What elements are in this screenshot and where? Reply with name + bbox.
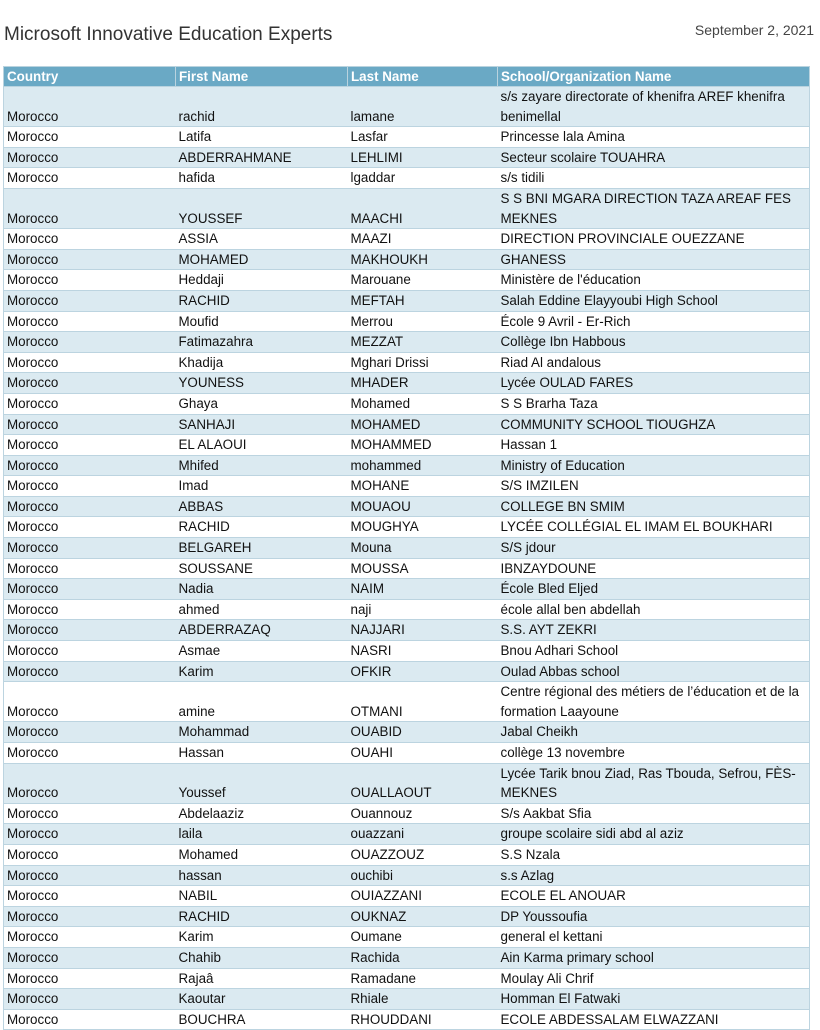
cell-country: Morocco [4, 229, 176, 250]
table-row [4, 579, 810, 600]
table-row [4, 620, 810, 641]
cell-school: Hassan 1 [498, 435, 810, 456]
cell-first-name: amine [176, 682, 348, 722]
table-row [4, 599, 810, 620]
cell-country: Morocco [4, 373, 176, 394]
table-row [4, 661, 810, 682]
cell-last-name: Mouna [348, 538, 498, 559]
cell-country: Morocco [4, 538, 176, 559]
cell-school: S.S. AYT ZEKRI [498, 620, 810, 641]
cell-last-name: NAIM [348, 579, 498, 600]
cell-country: Morocco [4, 249, 176, 270]
cell-country: Morocco [4, 865, 176, 886]
cell-last-name: MOHAMMED [348, 435, 498, 456]
cell-first-name: Karim [176, 927, 348, 948]
cell-first-name: Fatimazahra [176, 332, 348, 353]
cell-country: Morocco [4, 393, 176, 414]
cell-country: Morocco [4, 496, 176, 517]
cell-school: ECOLE EL ANOUAR [498, 886, 810, 907]
cell-school: COLLEGE BN SMIM [498, 496, 810, 517]
column-header-school: School/Organization Name [498, 67, 810, 87]
cell-school: general el kettani [498, 927, 810, 948]
cell-school: DIRECTION PROVINCIALE OUEZZANE [498, 229, 810, 250]
cell-last-name: MEZZAT [348, 332, 498, 353]
table-row [4, 127, 810, 148]
cell-school: s.s Azlag [498, 865, 810, 886]
cell-country: Morocco [4, 927, 176, 948]
cell-school: École Bled Eljed [498, 579, 810, 600]
column-header-last-name: Last Name [348, 67, 498, 87]
cell-last-name: MAAZI [348, 229, 498, 250]
cell-last-name: OUAHI [348, 743, 498, 764]
cell-last-name: OUKNAZ [348, 906, 498, 927]
cell-school: Collège Ibn Habbous [498, 332, 810, 353]
cell-last-name: OUIAZZANI [348, 886, 498, 907]
cell-first-name: NABIL [176, 886, 348, 907]
cell-first-name: Kaoutar [176, 989, 348, 1010]
table-row [4, 927, 810, 948]
cell-country: Morocco [4, 270, 176, 291]
cell-first-name: Mohamed [176, 844, 348, 865]
cell-first-name: Abdelaaziz [176, 803, 348, 824]
table-row [4, 168, 810, 189]
cell-first-name: Moufid [176, 311, 348, 332]
cell-country: Morocco [4, 947, 176, 968]
cell-first-name: Karim [176, 661, 348, 682]
cell-first-name: laila [176, 824, 348, 845]
cell-school: Ministry of Education [498, 455, 810, 476]
column-header-first-name: First Name [176, 67, 348, 87]
cell-last-name: MOHAMED [348, 414, 498, 435]
cell-last-name: MOUAOU [348, 496, 498, 517]
cell-last-name: OUABID [348, 722, 498, 743]
table-row [4, 270, 810, 291]
cell-country: Morocco [4, 661, 176, 682]
cell-first-name: BELGAREH [176, 538, 348, 559]
cell-first-name: Rajaâ [176, 968, 348, 989]
cell-school: DP Youssoufia [498, 906, 810, 927]
cell-first-name: ABDERRAHMANE [176, 147, 348, 168]
cell-first-name: Imad [176, 476, 348, 497]
cell-first-name: Chahib [176, 947, 348, 968]
cell-country: Morocco [4, 168, 176, 189]
table-row [4, 496, 810, 517]
cell-school: groupe scolaire sidi abd al aziz [498, 824, 810, 845]
table-row [4, 743, 810, 764]
table-row [4, 414, 810, 435]
cell-country: Morocco [4, 188, 176, 228]
table-row [4, 538, 810, 559]
table-row [4, 393, 810, 414]
cell-school: École 9 Avril - Er-Rich [498, 311, 810, 332]
cell-last-name: ouazzani [348, 824, 498, 845]
cell-last-name: ouchibi [348, 865, 498, 886]
cell-country: Morocco [4, 435, 176, 456]
cell-school: Princesse lala Amina [498, 127, 810, 148]
table-row [4, 455, 810, 476]
cell-school: Lycée OULAD FARES [498, 373, 810, 394]
cell-country: Morocco [4, 127, 176, 148]
cell-country: Morocco [4, 517, 176, 538]
cell-country: Morocco [4, 968, 176, 989]
cell-first-name: Mohammad [176, 722, 348, 743]
cell-first-name: EL ALAOUI [176, 435, 348, 456]
cell-school: COMMUNITY SCHOOL TIOUGHZA [498, 414, 810, 435]
cell-first-name: Ghaya [176, 393, 348, 414]
table-row [4, 886, 810, 907]
cell-school: ECOLE ABDESSALAM ELWAZZANI [498, 1009, 810, 1030]
table-row [4, 803, 810, 824]
table-row [4, 352, 810, 373]
table-row [4, 373, 810, 394]
table-row [4, 865, 810, 886]
cell-country: Morocco [4, 455, 176, 476]
table-row [4, 87, 810, 127]
cell-first-name: Khadija [176, 352, 348, 373]
table-row [4, 641, 810, 662]
cell-last-name: Merrou [348, 311, 498, 332]
cell-last-name: naji [348, 599, 498, 620]
cell-last-name: NASRI [348, 641, 498, 662]
cell-school: Ministère de l'éducation [498, 270, 810, 291]
cell-first-name: RACHID [176, 906, 348, 927]
cell-first-name: RACHID [176, 290, 348, 311]
cell-last-name: RHOUDDANI [348, 1009, 498, 1030]
cell-country: Morocco [4, 1009, 176, 1030]
cell-school: S/S jdour [498, 538, 810, 559]
cell-school: Jabal Cheikh [498, 722, 810, 743]
cell-first-name: Youssef [176, 763, 348, 803]
table-row [4, 249, 810, 270]
cell-country: Morocco [4, 989, 176, 1010]
cell-school: IBNZAYDOUNE [498, 558, 810, 579]
cell-last-name: MOUSSA [348, 558, 498, 579]
cell-first-name: ahmed [176, 599, 348, 620]
table-row [4, 763, 810, 803]
cell-last-name: MAKHOUKH [348, 249, 498, 270]
table-row [4, 147, 810, 168]
cell-school: S S BNI MGARA DIRECTION TAZA AREAF FES MEKNES [498, 188, 810, 228]
cell-school: Moulay Ali Chrif [498, 968, 810, 989]
cell-first-name: ABDERRAZAQ [176, 620, 348, 641]
column-header-country: Country [4, 67, 176, 87]
cell-first-name: Latifa [176, 127, 348, 148]
cell-last-name: Lasfar [348, 127, 498, 148]
table-row [4, 311, 810, 332]
table-row [4, 722, 810, 743]
cell-country: Morocco [4, 824, 176, 845]
cell-school: Salah Eddine Elayyoubi High School [498, 290, 810, 311]
cell-country: Morocco [4, 558, 176, 579]
table-row [4, 435, 810, 456]
cell-last-name: Rhiale [348, 989, 498, 1010]
cell-country: Morocco [4, 87, 176, 127]
cell-country: Morocco [4, 906, 176, 927]
cell-school: Bnou Adhari School [498, 641, 810, 662]
cell-country: Morocco [4, 682, 176, 722]
cell-school: s/s tidili [498, 168, 810, 189]
cell-school: Oulad Abbas school [498, 661, 810, 682]
cell-first-name: RACHID [176, 517, 348, 538]
document-title: Microsoft Innovative Education Experts [4, 24, 333, 45]
cell-country: Morocco [4, 599, 176, 620]
cell-first-name: SANHAJI [176, 414, 348, 435]
cell-country: Morocco [4, 763, 176, 803]
table-body [4, 87, 810, 1030]
cell-school: LYCÉE COLLÉGIAL EL IMAM EL BOUKHARI [498, 517, 810, 538]
cell-school: Ain Karma primary school [498, 947, 810, 968]
cell-last-name: LEHLIMI [348, 147, 498, 168]
table-row [4, 947, 810, 968]
cell-first-name: ABBAS [176, 496, 348, 517]
cell-last-name: OUALLAOUT [348, 763, 498, 803]
cell-school: S S Brarha Taza [498, 393, 810, 414]
table-row [4, 476, 810, 497]
cell-country: Morocco [4, 332, 176, 353]
table-row [4, 1009, 810, 1030]
table-row [4, 290, 810, 311]
cell-school: Centre régional des métiers de l’éducation et de la formation Laayoune [498, 682, 810, 722]
cell-country: Morocco [4, 147, 176, 168]
cell-last-name: MOHANE [348, 476, 498, 497]
cell-first-name: Mhifed [176, 455, 348, 476]
cell-country: Morocco [4, 579, 176, 600]
cell-country: Morocco [4, 476, 176, 497]
cell-last-name: OUAZZOUZ [348, 844, 498, 865]
cell-country: Morocco [4, 290, 176, 311]
cell-last-name: MAACHI [348, 188, 498, 228]
cell-last-name: MHADER [348, 373, 498, 394]
cell-last-name: Rachida [348, 947, 498, 968]
cell-last-name: Mohamed [348, 393, 498, 414]
table-row [4, 844, 810, 865]
cell-country: Morocco [4, 641, 176, 662]
cell-first-name: Heddaji [176, 270, 348, 291]
table-row [4, 332, 810, 353]
cell-school: S.S Nzala [498, 844, 810, 865]
cell-first-name: MOHAMED [176, 249, 348, 270]
cell-country: Morocco [4, 352, 176, 373]
cell-first-name: Nadia [176, 579, 348, 600]
cell-first-name: hafida [176, 168, 348, 189]
table-row [4, 968, 810, 989]
table-row [4, 824, 810, 845]
cell-first-name: SOUSSANE [176, 558, 348, 579]
cell-country: Morocco [4, 844, 176, 865]
cell-country: Morocco [4, 886, 176, 907]
cell-country: Morocco [4, 620, 176, 641]
cell-school: école allal ben abdellah [498, 599, 810, 620]
cell-first-name: BOUCHRA [176, 1009, 348, 1030]
cell-last-name: lamane [348, 87, 498, 127]
cell-country: Morocco [4, 722, 176, 743]
cell-last-name: Ouannouz [348, 803, 498, 824]
table-row [4, 229, 810, 250]
cell-country: Morocco [4, 414, 176, 435]
table-row [4, 558, 810, 579]
cell-school: collège 13 novembre [498, 743, 810, 764]
cell-last-name: Ramadane [348, 968, 498, 989]
cell-school: s/s zayare directorate of khenifra AREF khenifra benimellal [498, 87, 810, 127]
cell-school: Lycée Tarik bnou Ziad, Ras Tbouda, Sefrou, FÈS-MEKNES [498, 763, 810, 803]
table-row [4, 517, 810, 538]
table-row [4, 188, 810, 228]
cell-first-name: YOUNESS [176, 373, 348, 394]
cell-school: GHANESS [498, 249, 810, 270]
cell-school: Riad Al andalous [498, 352, 810, 373]
cell-school: S/s Aakbat Sfia [498, 803, 810, 824]
cell-first-name: ASSIA [176, 229, 348, 250]
cell-school: Secteur scolaire TOUAHRA [498, 147, 810, 168]
cell-school: S/S IMZILEN [498, 476, 810, 497]
cell-last-name: Mghari Drissi [348, 352, 498, 373]
table-header-row [4, 67, 810, 87]
document-date: September 2, 2021 [694, 22, 814, 38]
cell-first-name: rachid [176, 87, 348, 127]
cell-last-name: Oumane [348, 927, 498, 948]
cell-last-name: lgaddar [348, 168, 498, 189]
cell-last-name: OTMANI [348, 682, 498, 722]
cell-last-name: mohammed [348, 455, 498, 476]
cell-school: Homman El Fatwaki [498, 989, 810, 1010]
cell-first-name: Hassan [176, 743, 348, 764]
cell-last-name: OFKIR [348, 661, 498, 682]
cell-last-name: NAJJARI [348, 620, 498, 641]
table-row [4, 989, 810, 1010]
table-row [4, 682, 810, 722]
table-row [4, 906, 810, 927]
cell-first-name: Asmae [176, 641, 348, 662]
cell-first-name: YOUSSEF [176, 188, 348, 228]
cell-last-name: MOUGHYA [348, 517, 498, 538]
cell-last-name: Marouane [348, 270, 498, 291]
cell-country: Morocco [4, 311, 176, 332]
cell-country: Morocco [4, 743, 176, 764]
cell-last-name: MEFTAH [348, 290, 498, 311]
experts-table [3, 66, 810, 1030]
cell-first-name: hassan [176, 865, 348, 886]
cell-country: Morocco [4, 803, 176, 824]
